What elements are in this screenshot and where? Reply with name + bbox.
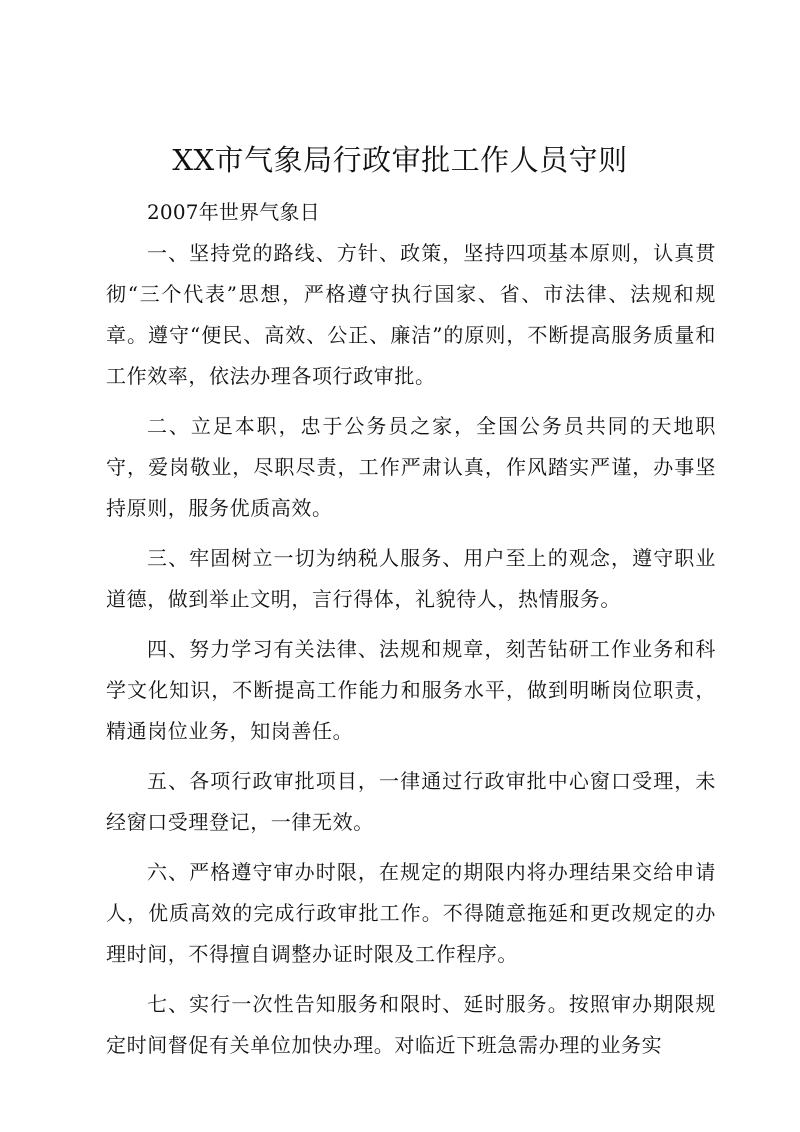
paragraph-gap xyxy=(106,752,716,761)
date-line: 2007年世界气象日 xyxy=(147,200,320,224)
paragraph-6: 六、严格遵守审办时限，在规定的期限内将办理结果交给申请人，优质高效的完成行政审批工作。不得随意拖延和更改规定的办理时间，不得擅自调整办证时限及工作程序。 xyxy=(106,860,716,966)
paragraph-7: 七、实行一次性告知服务和限时、延时服务。按照审办期限规定时间督促有关单位加快办理。对临近下班急需办理的业务实 xyxy=(106,992,716,1057)
document-body xyxy=(106,192,716,1066)
paragraph-4: 四、努力学习有关法律、法规和规章，刻苦钻研工作业务和科学文化知识，不断提高工作能力和服务水平，做到明晰岗位职责，精通岗位业务，知岗善任。 xyxy=(106,637,716,743)
paragraph-gap xyxy=(106,529,716,538)
paragraph-gap xyxy=(106,620,716,629)
paragraph-gap xyxy=(106,397,716,406)
paragraph-1: 一、坚持党的路线、方针、政策，坚持四项基本原则，认真贯彻“三个代表”思想，严格遵守执行国家、省、市法律、法规和规章。遵守“便民、高效、公正、廉洁”的原则，不断提高服务质量和工作效率，依法办理各项行政审批。 xyxy=(106,241,716,388)
paragraph-gap xyxy=(106,975,716,984)
paragraph-5: 五、各项行政审批项目，一律通过行政审批中心窗口受理，未经窗口受理登记，一律无效。 xyxy=(106,769,716,834)
paragraph-3: 三、牢固树立一切为纳税人服务、用户至上的观念，遵守职业道德，做到举止文明，言行得体，礼貌待人，热情服务。 xyxy=(106,546,716,611)
paragraph-2: 二、立足本职，忠于公务员之家，全国公务员共同的天地职守，爱岗敬业，尽职尽责，工作严肃认真，作风踏实严谨，办事坚持原则，服务优质高效。 xyxy=(106,414,716,520)
document-title: XX市气象局行政审批工作人员守则 xyxy=(172,143,628,177)
paragraph-gap xyxy=(106,843,716,852)
